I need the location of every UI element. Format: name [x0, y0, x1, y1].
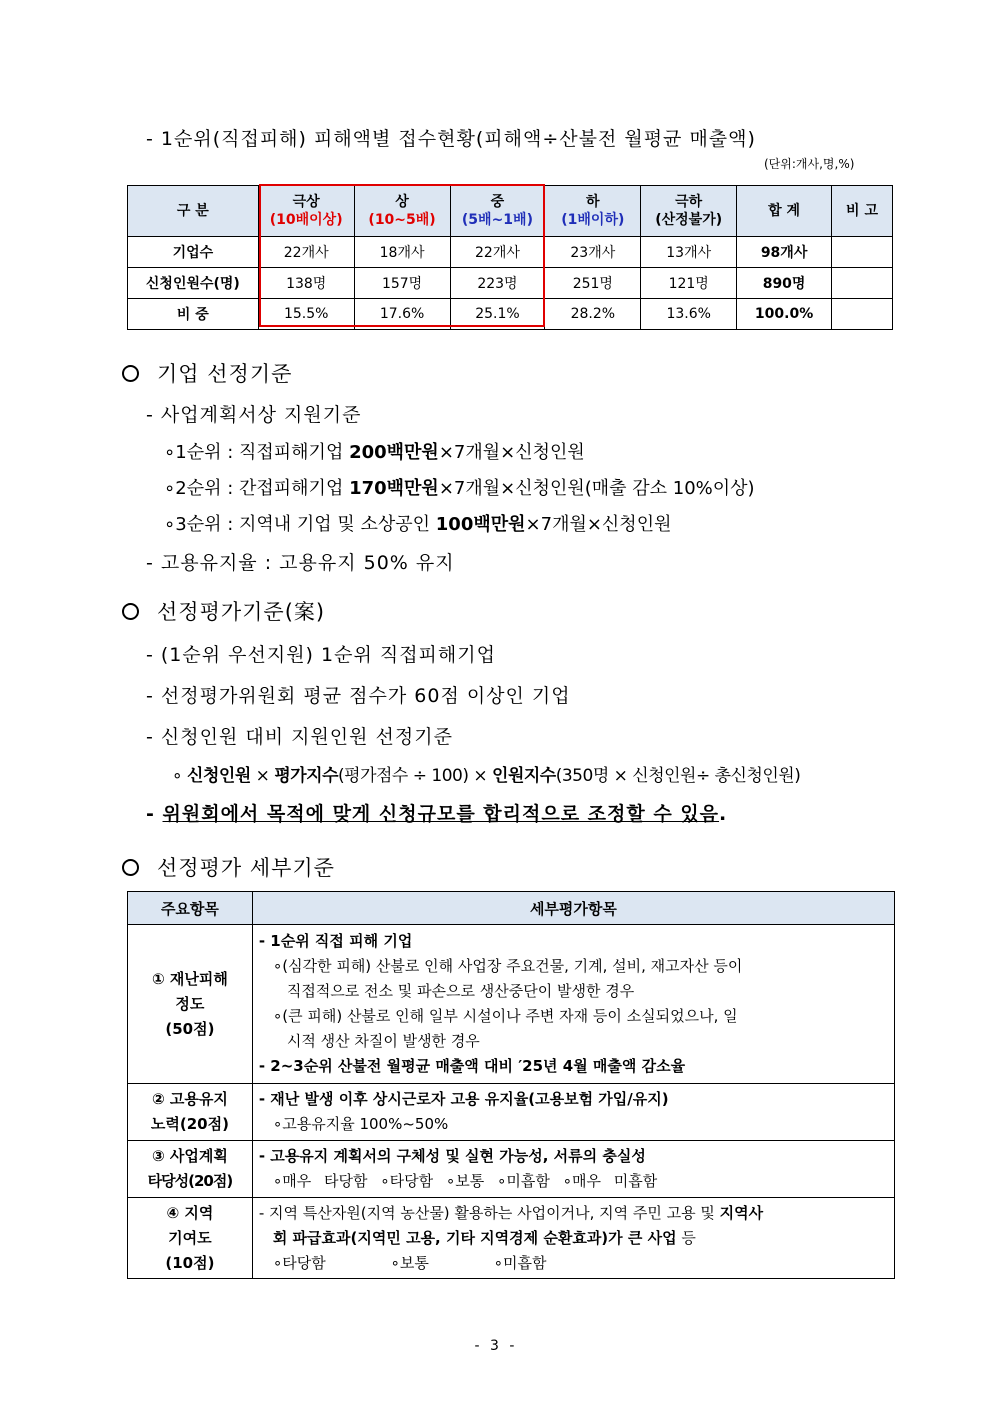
table-cell: 15.5%	[258, 299, 354, 330]
committee-note: - 위원회에서 목적에 맞게 신청규모를 합리적으로 조정할 수 있음.	[146, 803, 728, 825]
header-extreme-low: 극하 (산정불가)	[641, 186, 737, 237]
detail-cell: - 1순위 직접 피해 기업 ∘(심각한 피해) 산불로 인해 사업장 주요건물, 기계, 설비, 재고자산 등이 직접적으로 전소 및 파손으로 생산중단이 발생한 경우 ∘(큰 피해) 산불로 인해 일부 시설이나 주변 자재 등이 소실되었으나, 일 시적 생산 차질이 발생한 경우 - 2~3순위 산불전 월평균 매출액 대비 ′25년 4월 매출액 감소율	[252, 925, 894, 1084]
row-label: 기업수	[128, 237, 259, 268]
selection-formula: ∘ 신청인원 × 평가지수(평가점수 ÷ 100) × 인원지수(350명 × 신청인원÷ 총신청인원)	[172, 766, 801, 786]
table-row	[128, 925, 895, 1084]
table-cell: 13개사	[641, 237, 737, 268]
criteria-item-1: ∘1순위 : 직접피해기업 200백만원×7개월×신청인원	[164, 442, 585, 463]
header-note: 비 고	[832, 186, 893, 237]
main-item-cell: ② 고용유지 노력(20점)	[128, 1084, 253, 1141]
criteria-item-3: ∘3순위 : 지역내 기업 및 소상공인 100백만원×7개월×신청인원	[164, 514, 672, 535]
section4-heading: 선정평가 세부기준	[122, 852, 335, 882]
note-cell	[832, 299, 893, 330]
table-cell: 17.6%	[354, 299, 450, 330]
header-extreme-high: 극상 (10배이상)	[258, 186, 354, 237]
section2-sub1: - 사업계획서상 지원기준	[146, 404, 362, 426]
total-cell: 890명	[737, 268, 832, 299]
circle-bullet-icon	[122, 365, 139, 382]
table-cell: 22개사	[258, 237, 354, 268]
unit-label: (단위:개사,명,%)	[764, 157, 855, 171]
section2-sub2: - 고용유지율 : 고용유지 50% 유지	[146, 552, 455, 574]
section3-line-1: - (1순위 우선지원) 1순위 직접피해기업	[146, 644, 496, 666]
table-cell: 22개사	[450, 237, 545, 268]
table-header-row	[128, 892, 895, 925]
detail-cell: - 고용유지 계획서의 구체성 및 실현 가능성, 서류의 충실성 ∘매우 타당함 ∘타당함 ∘보통 ∘미흡함 ∘매우 미흡함	[252, 1141, 894, 1198]
note-cell	[832, 237, 893, 268]
header-category: 구 분	[128, 186, 259, 237]
row-label: 신청인원수(명)	[128, 268, 259, 299]
row-label: 비 중	[128, 299, 259, 330]
total-cell: 100.0%	[737, 299, 832, 330]
header-medium: 중 (5배~1배)	[450, 186, 545, 237]
header-low: 하 (1배이하)	[545, 186, 641, 237]
section2-heading: 기업 선정기준	[122, 358, 292, 388]
table-cell: 18개사	[354, 237, 450, 268]
main-item-cell: ① 재난피해 정도 (50점)	[128, 925, 253, 1084]
main-item-cell: ③ 사업계획 타당성(20점)	[128, 1141, 253, 1198]
note-cell	[832, 268, 893, 299]
table-cell: 25.1%	[450, 299, 545, 330]
total-cell: 98개사	[737, 237, 832, 268]
circle-bullet-icon	[122, 603, 139, 620]
page-number: - 3 -	[474, 1338, 518, 1354]
circle-bullet-icon	[122, 859, 139, 876]
table-cell: 223명	[450, 268, 545, 299]
table-cell: 251명	[545, 268, 641, 299]
table-cell: 157명	[354, 268, 450, 299]
section3-line-3: - 신청인원 대비 지원인원 선정기준	[146, 726, 453, 748]
table-cell: 23개사	[545, 237, 641, 268]
evaluation-criteria-table	[127, 891, 895, 1279]
table-row	[128, 1198, 895, 1279]
criteria-item-2: ∘2순위 : 간접피해기업 170백만원×7개월×신청인원(매출 감소 10%이상)	[164, 478, 755, 499]
table-cell: 13.6%	[641, 299, 737, 330]
header-main-item: 주요항목	[128, 892, 253, 925]
header-total: 합 계	[737, 186, 832, 237]
header-detail-item: 세부평가항목	[252, 892, 894, 925]
table-row	[128, 1141, 895, 1198]
header-high: 상 (10~5배)	[354, 186, 450, 237]
table-row	[128, 1084, 895, 1141]
main-item-cell: ④ 지역 기여도 (10점)	[128, 1198, 253, 1279]
section1-title: - 1순위(직접피해) 피해액별 접수현황(피해액÷산불전 월평균 매출액)	[146, 128, 756, 150]
table-cell: 28.2%	[545, 299, 641, 330]
section3-line-2: - 선정평가위원회 평균 점수가 60점 이상인 기업	[146, 685, 571, 707]
table-cell: 121명	[641, 268, 737, 299]
detail-cell: - 재난 발생 이후 상시근로자 고용 유지율(고용보험 가입/유지) ∘고용유지율 100%~50%	[252, 1084, 894, 1141]
section3-heading: 선정평가기준(案)	[122, 596, 325, 626]
table-cell: 138명	[258, 268, 354, 299]
highlight-box	[259, 184, 545, 327]
detail-cell: - 지역 특산자원(지역 농산물) 활용하는 사업이거나, 지역 주민 고용 및 지역사 회 파급효과(지역민 고용, 기타 지역경제 순환효과)가 큰 사업 등 ∘타당함 ∘보통 ∘미흡함	[252, 1198, 894, 1279]
